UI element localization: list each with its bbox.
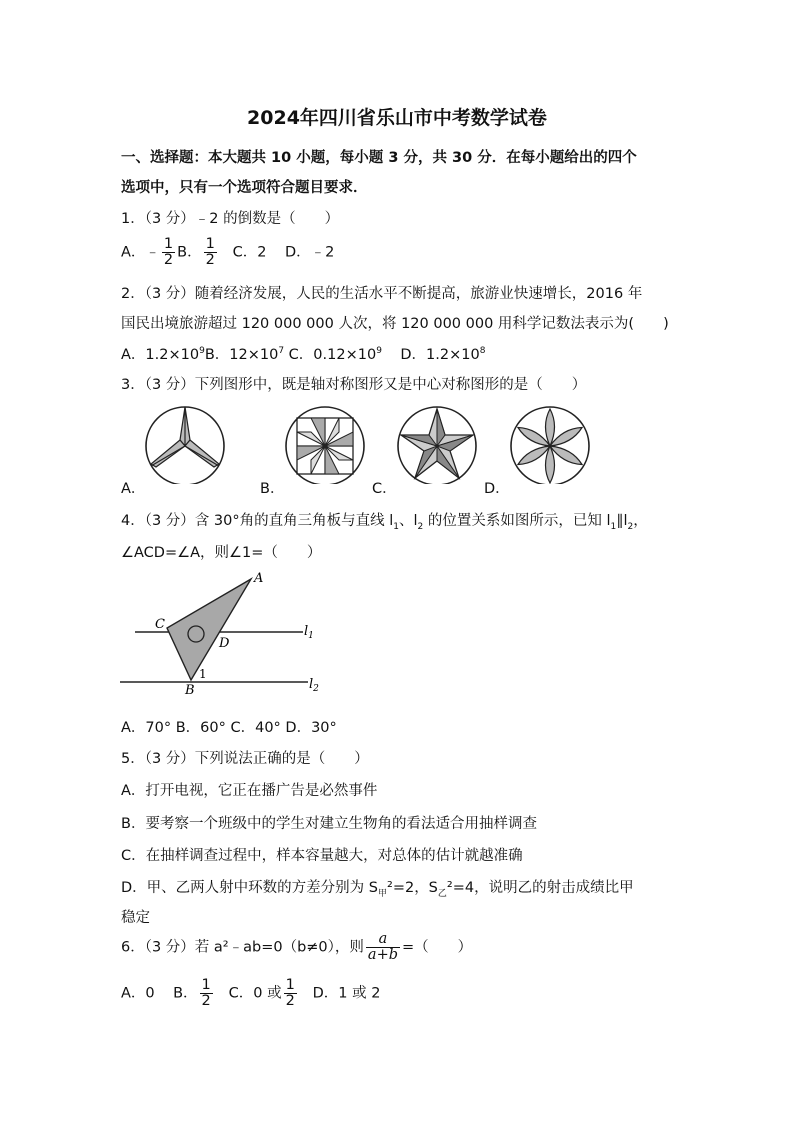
q2-option-c-exponent: 9 [376, 346, 382, 357]
q2-option-b: B．12×10 [204, 347, 279, 363]
fraction-denominator: 2 [163, 252, 174, 268]
fraction-numerator: 1 [201, 977, 211, 993]
q3-figure-c [392, 404, 492, 484]
fraction-numerator: 1 [285, 977, 295, 993]
triangle-abc [167, 579, 251, 680]
q3-option-a-label: A． [121, 481, 146, 497]
q1-option-a-fraction [162, 237, 175, 268]
q1-option-b-fraction [204, 237, 217, 268]
label-l1: $l_1$ [304, 624, 314, 641]
question-2-options [121, 343, 485, 364]
label-b: B [185, 683, 195, 698]
label-c: C [155, 617, 165, 632]
question-4-line1 [121, 509, 648, 532]
q5-option-b: B．要考察一个班级中的学生对建立生物角的看法适合用抽样调查 [121, 816, 537, 832]
question-2-line2: 国民出境旅游超过 120 000 000 人次，将 120 000 000 用科学记数法表示为( ) [121, 316, 669, 332]
q2-option-a-exponent: 9 [199, 346, 205, 357]
question-6-stem [121, 932, 472, 963]
section-heading-line1: 一、选择题：本大题共 10 小题，每小题 3 分，共 30 分．在每小题给出的四个 [121, 150, 637, 166]
q2-option-d: D．1.2×10 [400, 347, 480, 363]
fraction-denominator: 2 [285, 993, 295, 1009]
q5-d-subscript: 乙 [437, 888, 447, 899]
q5-option-a: A．打开电视，它正在播广告是必然事件 [121, 783, 378, 799]
q3-option-b-label: B． [260, 481, 285, 497]
question-3-stem: 3．（3 分）下列图形中，既是轴对称图形又是中心对称图形的是（ ） [121, 377, 587, 393]
q5-d-text-part: ²=4，说明乙的射击成绩比甲 [446, 880, 634, 896]
fraction-numerator: 1 [163, 236, 174, 252]
question-4-options: A．70° B．60° C．40° D．30° [121, 720, 337, 736]
fraction-numerator: 1 [205, 236, 215, 252]
label-d: D [219, 636, 230, 651]
q6-option-b-fraction [200, 978, 213, 1009]
q6-text-part: 6．（3 分）若 a²﹣ab=0（b≠0），则 [121, 939, 364, 956]
q5-d-subscript: 甲 [377, 888, 387, 899]
fraction-denominator: a+b [367, 947, 398, 963]
fraction-numerator: a [366, 932, 400, 948]
label-a: A [254, 571, 264, 586]
q4-subscript: 2 [627, 521, 634, 532]
question-1-stem: 1．（3 分）﹣2 的倒数是（ ） [121, 211, 340, 227]
q3-figure-b [280, 404, 380, 484]
q6-option-c-label: C．0 或 [228, 985, 282, 1002]
q3-option-c-label: C． [372, 481, 397, 497]
fraction-denominator: 2 [205, 252, 215, 268]
question-6-options [121, 978, 380, 1009]
label-angle-1: 1 [199, 667, 207, 681]
q3-option-d-label: D． [484, 481, 510, 497]
q5-d-text-part: ²=2，S [387, 880, 438, 896]
q2-option-b-exponent: 7 [278, 346, 285, 357]
q2-option-d-exponent: 8 [479, 346, 486, 357]
q1-option-a-label: A． [121, 244, 146, 261]
q1-option-b-label: B． [177, 244, 202, 261]
q1-option-c: C．2 [232, 244, 267, 261]
q6-option-c-fraction [284, 978, 297, 1009]
fraction-denominator: 2 [201, 993, 211, 1009]
q1-option-a-sign: ﹣ [145, 244, 160, 261]
question-4-line2: ∠ACD=∠A，则∠1=（ ） [121, 545, 322, 561]
section-heading-line2: 选项中，只有一个选项符合题目要求． [121, 180, 368, 196]
q5-option-c: C．在抽样调查过程中，样本容量越大，对总体的估计就越准确 [121, 848, 523, 864]
q4-subscript: 1 [610, 521, 617, 532]
q3-figure-a [140, 404, 240, 484]
page-title: 2024年四川省乐山市中考数学试卷 [247, 107, 547, 129]
q6-option-d: D．1 或 2 [312, 985, 381, 1002]
q5-d-text-part: D．甲、乙两人射中环数的方差分别为 S [121, 880, 378, 896]
q2-option-c: C．0.12×10 [288, 347, 377, 363]
q4-text-part: 、l [399, 513, 418, 529]
label-l2: $l_2$ [309, 677, 319, 694]
q6-text-part: =（ ） [402, 939, 473, 956]
q6-fraction [366, 932, 400, 963]
question-1-options [121, 237, 334, 268]
question-5-stem: 5．（3 分）下列说法正确的是（ ） [121, 751, 369, 767]
q5-option-d-line2: 稳定 [121, 910, 150, 926]
question-2-line1: 2．（3 分）随着经济发展，人民的生活水平不断提高，旅游业快速增长，2016 年 [121, 286, 643, 302]
q3-figure-d [505, 404, 605, 484]
q1-option-d: D．﹣2 [284, 244, 335, 261]
q6-option-b-label: B． [173, 985, 198, 1002]
q2-option-a: A．1.2×10 [121, 347, 200, 363]
q4-text-part: 的位置关系如图所示，已知 l [423, 513, 611, 529]
q5-option-d [121, 876, 634, 899]
q6-option-a: A．0 [121, 985, 155, 1002]
q4-figure [115, 568, 335, 698]
q4-subscript: 1 [393, 521, 399, 532]
q4-subscript: 2 [417, 521, 424, 532]
q4-text-part: ∥l [616, 513, 628, 529]
q4-text-part: 4．（3 分）含 30°角的直角三角板与直线 l [121, 513, 394, 529]
q4-text-part: ， [633, 513, 648, 529]
